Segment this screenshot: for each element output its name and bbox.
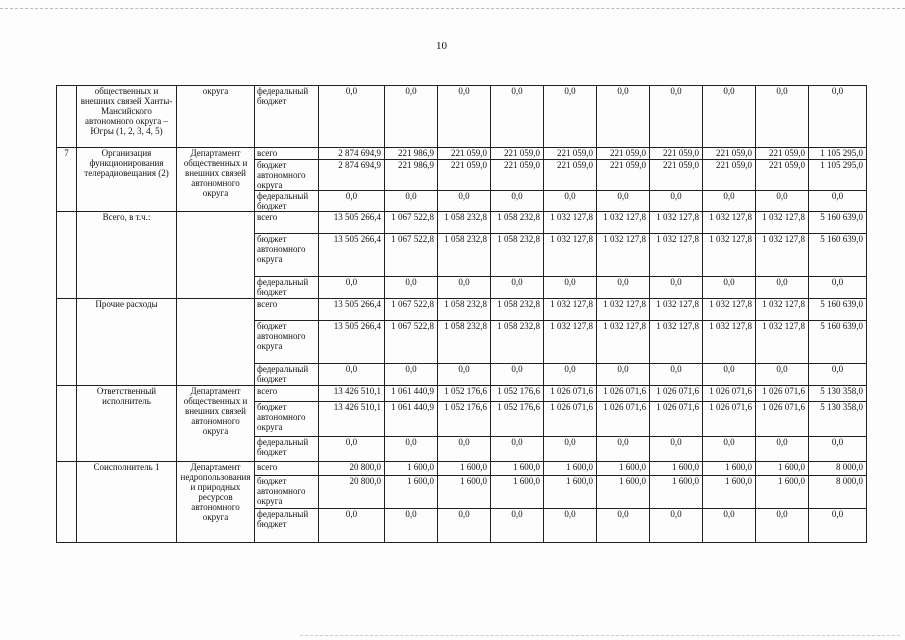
amount-cell: 1 052 176,6 bbox=[438, 386, 491, 402]
amount-cell: 221 059,0 bbox=[597, 148, 650, 160]
funding-source: бюджет автономного округа bbox=[255, 234, 319, 277]
amount-cell: 1 026 071,6 bbox=[756, 386, 809, 402]
amount-cell: 0,0 bbox=[438, 86, 491, 148]
amount-cell: 0,0 bbox=[385, 86, 438, 148]
funding-source: бюджет автономного округа bbox=[255, 160, 319, 191]
row-index bbox=[57, 386, 77, 462]
amount-cell: 20 800,0 bbox=[319, 462, 385, 476]
amount-cell: 0,0 bbox=[385, 509, 438, 543]
amount-cell: 0,0 bbox=[597, 191, 650, 212]
amount-cell: 0,0 bbox=[809, 86, 867, 148]
amount-cell: 5 130 358,0 bbox=[809, 386, 867, 402]
table-row bbox=[57, 86, 867, 148]
amount-cell: 1 058 232,8 bbox=[438, 321, 491, 364]
amount-cell: 13 505 266,4 bbox=[319, 234, 385, 277]
amount-cell: 1 600,0 bbox=[703, 476, 756, 509]
amount-cell: 0,0 bbox=[491, 191, 544, 212]
amount-cell: 0,0 bbox=[650, 437, 703, 462]
amount-cell: 0,0 bbox=[703, 509, 756, 543]
amount-cell: 0,0 bbox=[385, 437, 438, 462]
amount-cell: 0,0 bbox=[438, 191, 491, 212]
amount-cell: 0,0 bbox=[491, 364, 544, 386]
funding-source: федеральный бюджет bbox=[255, 437, 319, 462]
row-name: Организация функционирования телерадиовещания (2) bbox=[77, 148, 177, 212]
amount-cell: 0,0 bbox=[597, 437, 650, 462]
row-executor: округа bbox=[177, 86, 255, 148]
amount-cell: 0,0 bbox=[319, 364, 385, 386]
amount-cell: 0,0 bbox=[491, 437, 544, 462]
row-index bbox=[57, 212, 77, 299]
amount-cell: 1 052 176,6 bbox=[491, 386, 544, 402]
amount-cell: 0,0 bbox=[703, 277, 756, 299]
amount-cell: 1 026 071,6 bbox=[544, 386, 597, 402]
amount-cell: 1 058 232,8 bbox=[491, 321, 544, 364]
amount-cell: 221 059,0 bbox=[650, 160, 703, 191]
amount-cell: 0,0 bbox=[650, 86, 703, 148]
amount-cell: 5 160 639,0 bbox=[809, 234, 867, 277]
amount-cell: 1 032 127,8 bbox=[597, 321, 650, 364]
amount-cell: 1 026 071,6 bbox=[703, 386, 756, 402]
amount-cell: 0,0 bbox=[756, 437, 809, 462]
amount-cell: 1 067 522,8 bbox=[385, 321, 438, 364]
amount-cell: 0,0 bbox=[650, 509, 703, 543]
amount-cell: 0,0 bbox=[809, 191, 867, 212]
funding-source: всего bbox=[255, 386, 319, 402]
amount-cell: 5 130 358,0 bbox=[809, 402, 867, 437]
amount-cell: 0,0 bbox=[438, 437, 491, 462]
amount-cell: 1 067 522,8 bbox=[385, 234, 438, 277]
amount-cell: 1 058 232,8 bbox=[491, 212, 544, 234]
amount-cell: 1 067 522,8 bbox=[385, 299, 438, 321]
amount-cell: 1 600,0 bbox=[491, 476, 544, 509]
funding-source: всего bbox=[255, 212, 319, 234]
amount-cell: 1 026 071,6 bbox=[597, 386, 650, 402]
amount-cell: 1 058 232,8 bbox=[438, 234, 491, 277]
row-name: Соисполнитель 1 bbox=[77, 462, 177, 543]
amount-cell: 221 059,0 bbox=[438, 160, 491, 191]
amount-cell: 1 026 071,6 bbox=[597, 402, 650, 437]
row-executor: Департамент недропользования и природных ресурсов автономного округа bbox=[177, 462, 255, 543]
row-index bbox=[57, 299, 77, 386]
table-row bbox=[57, 212, 867, 234]
amount-cell: 0,0 bbox=[438, 364, 491, 386]
amount-cell: 0,0 bbox=[597, 509, 650, 543]
amount-cell: 13 505 266,4 bbox=[319, 212, 385, 234]
amount-cell: 1 600,0 bbox=[756, 462, 809, 476]
amount-cell: 0,0 bbox=[597, 86, 650, 148]
amount-cell: 1 032 127,8 bbox=[756, 234, 809, 277]
amount-cell: 0,0 bbox=[544, 509, 597, 543]
amount-cell: 1 026 071,6 bbox=[650, 402, 703, 437]
table-row bbox=[57, 148, 867, 160]
row-executor bbox=[177, 212, 255, 299]
amount-cell: 20 800,0 bbox=[319, 476, 385, 509]
amount-cell: 0,0 bbox=[650, 277, 703, 299]
amount-cell: 1 026 071,6 bbox=[703, 402, 756, 437]
amount-cell: 1 600,0 bbox=[491, 462, 544, 476]
funding-source: всего bbox=[255, 148, 319, 160]
amount-cell: 1 032 127,8 bbox=[756, 299, 809, 321]
amount-cell: 0,0 bbox=[385, 277, 438, 299]
amount-cell: 5 160 639,0 bbox=[809, 212, 867, 234]
amount-cell: 2 874 694,9 bbox=[319, 148, 385, 160]
amount-cell: 1 032 127,8 bbox=[756, 212, 809, 234]
amount-cell: 1 032 127,8 bbox=[544, 321, 597, 364]
amount-cell: 1 032 127,8 bbox=[703, 299, 756, 321]
amount-cell: 0,0 bbox=[438, 277, 491, 299]
amount-cell: 1 032 127,8 bbox=[544, 234, 597, 277]
page-number: 10 bbox=[436, 40, 447, 52]
amount-cell: 1 026 071,6 bbox=[650, 386, 703, 402]
amount-cell: 1 600,0 bbox=[438, 476, 491, 509]
amount-cell: 0,0 bbox=[756, 364, 809, 386]
funding-source: бюджет автономного округа bbox=[255, 402, 319, 437]
amount-cell: 1 600,0 bbox=[597, 462, 650, 476]
amount-cell: 1 032 127,8 bbox=[650, 299, 703, 321]
amount-cell: 0,0 bbox=[319, 86, 385, 148]
amount-cell: 13 426 510,1 bbox=[319, 386, 385, 402]
amount-cell: 221 986,9 bbox=[385, 148, 438, 160]
amount-cell: 5 160 639,0 bbox=[809, 321, 867, 364]
amount-cell: 0,0 bbox=[809, 509, 867, 543]
row-name: общественных и внешних связей Ханты-Мансийского автономного округа – Югры (1, 2, 3, 4, 5) bbox=[77, 86, 177, 148]
amount-cell: 0,0 bbox=[756, 191, 809, 212]
amount-cell: 0,0 bbox=[319, 277, 385, 299]
amount-cell: 13 505 266,4 bbox=[319, 321, 385, 364]
amount-cell: 0,0 bbox=[491, 86, 544, 148]
amount-cell: 1 032 127,8 bbox=[597, 212, 650, 234]
amount-cell: 0,0 bbox=[597, 277, 650, 299]
amount-cell: 221 059,0 bbox=[491, 148, 544, 160]
amount-cell: 1 105 295,0 bbox=[809, 148, 867, 160]
table-row bbox=[57, 386, 867, 402]
amount-cell: 0,0 bbox=[319, 509, 385, 543]
amount-cell: 1 067 522,8 bbox=[385, 212, 438, 234]
amount-cell: 0,0 bbox=[319, 191, 385, 212]
amount-cell: 0,0 bbox=[809, 437, 867, 462]
amount-cell: 0,0 bbox=[703, 86, 756, 148]
scan-edge-top bbox=[0, 0, 905, 9]
amount-cell: 221 059,0 bbox=[544, 148, 597, 160]
row-index bbox=[57, 462, 77, 543]
amount-cell: 1 600,0 bbox=[650, 462, 703, 476]
amount-cell: 13 505 266,4 bbox=[319, 299, 385, 321]
amount-cell: 1 026 071,6 bbox=[756, 402, 809, 437]
amount-cell: 1 032 127,8 bbox=[597, 234, 650, 277]
amount-cell: 1 600,0 bbox=[650, 476, 703, 509]
amount-cell: 0,0 bbox=[756, 509, 809, 543]
amount-cell: 1 032 127,8 bbox=[703, 321, 756, 364]
amount-cell: 1 052 176,6 bbox=[491, 402, 544, 437]
funding-source: бюджет автономного округа bbox=[255, 476, 319, 509]
table-row bbox=[57, 299, 867, 321]
amount-cell: 0,0 bbox=[650, 191, 703, 212]
amount-cell: 1 032 127,8 bbox=[650, 321, 703, 364]
amount-cell: 221 059,0 bbox=[597, 160, 650, 191]
amount-cell: 0,0 bbox=[544, 437, 597, 462]
row-executor bbox=[177, 299, 255, 386]
amount-cell: 1 026 071,6 bbox=[544, 402, 597, 437]
funding-source: всего bbox=[255, 299, 319, 321]
amount-cell: 1 600,0 bbox=[544, 476, 597, 509]
amount-cell: 13 426 510,1 bbox=[319, 402, 385, 437]
amount-cell: 5 160 639,0 bbox=[809, 299, 867, 321]
amount-cell: 0,0 bbox=[597, 364, 650, 386]
funding-source: федеральный бюджет bbox=[255, 86, 319, 148]
funding-source: бюджет автономного округа bbox=[255, 321, 319, 364]
funding-source: всего bbox=[255, 462, 319, 476]
amount-cell: 0,0 bbox=[650, 364, 703, 386]
amount-cell: 1 032 127,8 bbox=[703, 234, 756, 277]
amount-cell: 0,0 bbox=[544, 191, 597, 212]
funding-source: федеральный бюджет bbox=[255, 191, 319, 212]
amount-cell: 1 600,0 bbox=[385, 462, 438, 476]
amount-cell: 221 059,0 bbox=[491, 160, 544, 191]
amount-cell: 1 032 127,8 bbox=[544, 299, 597, 321]
amount-cell: 1 600,0 bbox=[438, 462, 491, 476]
amount-cell: 0,0 bbox=[319, 437, 385, 462]
amount-cell: 1 600,0 bbox=[597, 476, 650, 509]
funding-source: федеральный бюджет bbox=[255, 277, 319, 299]
amount-cell: 221 059,0 bbox=[703, 148, 756, 160]
table-row bbox=[57, 462, 867, 476]
amount-cell: 2 874 694,9 bbox=[319, 160, 385, 191]
amount-cell: 1 032 127,8 bbox=[756, 321, 809, 364]
row-index: 7 bbox=[57, 148, 77, 212]
row-executor: Департамент общественных и внешних связей автономного округа bbox=[177, 386, 255, 462]
amount-cell: 1 032 127,8 bbox=[650, 234, 703, 277]
amount-cell: 1 032 127,8 bbox=[650, 212, 703, 234]
amount-cell: 1 600,0 bbox=[385, 476, 438, 509]
amount-cell: 0,0 bbox=[491, 509, 544, 543]
budget-table bbox=[56, 85, 867, 543]
amount-cell: 1 105 295,0 bbox=[809, 160, 867, 191]
amount-cell: 0,0 bbox=[544, 364, 597, 386]
amount-cell: 0,0 bbox=[438, 509, 491, 543]
amount-cell: 1 061 440,9 bbox=[385, 402, 438, 437]
amount-cell: 1 058 232,8 bbox=[491, 234, 544, 277]
amount-cell: 221 059,0 bbox=[650, 148, 703, 160]
amount-cell: 221 059,0 bbox=[756, 160, 809, 191]
funding-source: федеральный бюджет bbox=[255, 509, 319, 543]
amount-cell: 0,0 bbox=[809, 277, 867, 299]
amount-cell: 1 600,0 bbox=[544, 462, 597, 476]
amount-cell: 221 059,0 bbox=[438, 148, 491, 160]
amount-cell: 0,0 bbox=[385, 364, 438, 386]
amount-cell: 221 986,9 bbox=[385, 160, 438, 191]
amount-cell: 0,0 bbox=[491, 277, 544, 299]
funding-source: федеральный бюджет bbox=[255, 364, 319, 386]
amount-cell: 1 052 176,6 bbox=[438, 402, 491, 437]
amount-cell: 1 058 232,8 bbox=[438, 299, 491, 321]
amount-cell: 0,0 bbox=[703, 364, 756, 386]
amount-cell: 0,0 bbox=[756, 277, 809, 299]
amount-cell: 1 061 440,9 bbox=[385, 386, 438, 402]
row-index bbox=[57, 86, 77, 148]
amount-cell: 221 059,0 bbox=[703, 160, 756, 191]
amount-cell: 0,0 bbox=[544, 86, 597, 148]
amount-cell: 1 032 127,8 bbox=[703, 212, 756, 234]
amount-cell: 0,0 bbox=[385, 191, 438, 212]
row-executor: Департамент общественных и внешних связей автономного округа bbox=[177, 148, 255, 212]
amount-cell: 0,0 bbox=[703, 437, 756, 462]
amount-cell: 1 032 127,8 bbox=[544, 212, 597, 234]
amount-cell: 8 000,0 bbox=[809, 462, 867, 476]
amount-cell: 1 032 127,8 bbox=[597, 299, 650, 321]
amount-cell: 221 059,0 bbox=[544, 160, 597, 191]
row-name: Прочие расходы bbox=[77, 299, 177, 386]
amount-cell: 221 059,0 bbox=[756, 148, 809, 160]
row-name: Ответственный исполнитель bbox=[77, 386, 177, 462]
amount-cell: 1 058 232,8 bbox=[438, 212, 491, 234]
amount-cell: 1 600,0 bbox=[756, 476, 809, 509]
amount-cell: 0,0 bbox=[756, 86, 809, 148]
amount-cell: 1 058 232,8 bbox=[491, 299, 544, 321]
amount-cell: 0,0 bbox=[809, 364, 867, 386]
row-name: Всего, в т.ч.: bbox=[77, 212, 177, 299]
amount-cell: 8 000,0 bbox=[809, 476, 867, 509]
amount-cell: 0,0 bbox=[703, 191, 756, 212]
amount-cell: 0,0 bbox=[544, 277, 597, 299]
amount-cell: 1 600,0 bbox=[703, 462, 756, 476]
scan-edge-bottom bbox=[300, 635, 900, 636]
